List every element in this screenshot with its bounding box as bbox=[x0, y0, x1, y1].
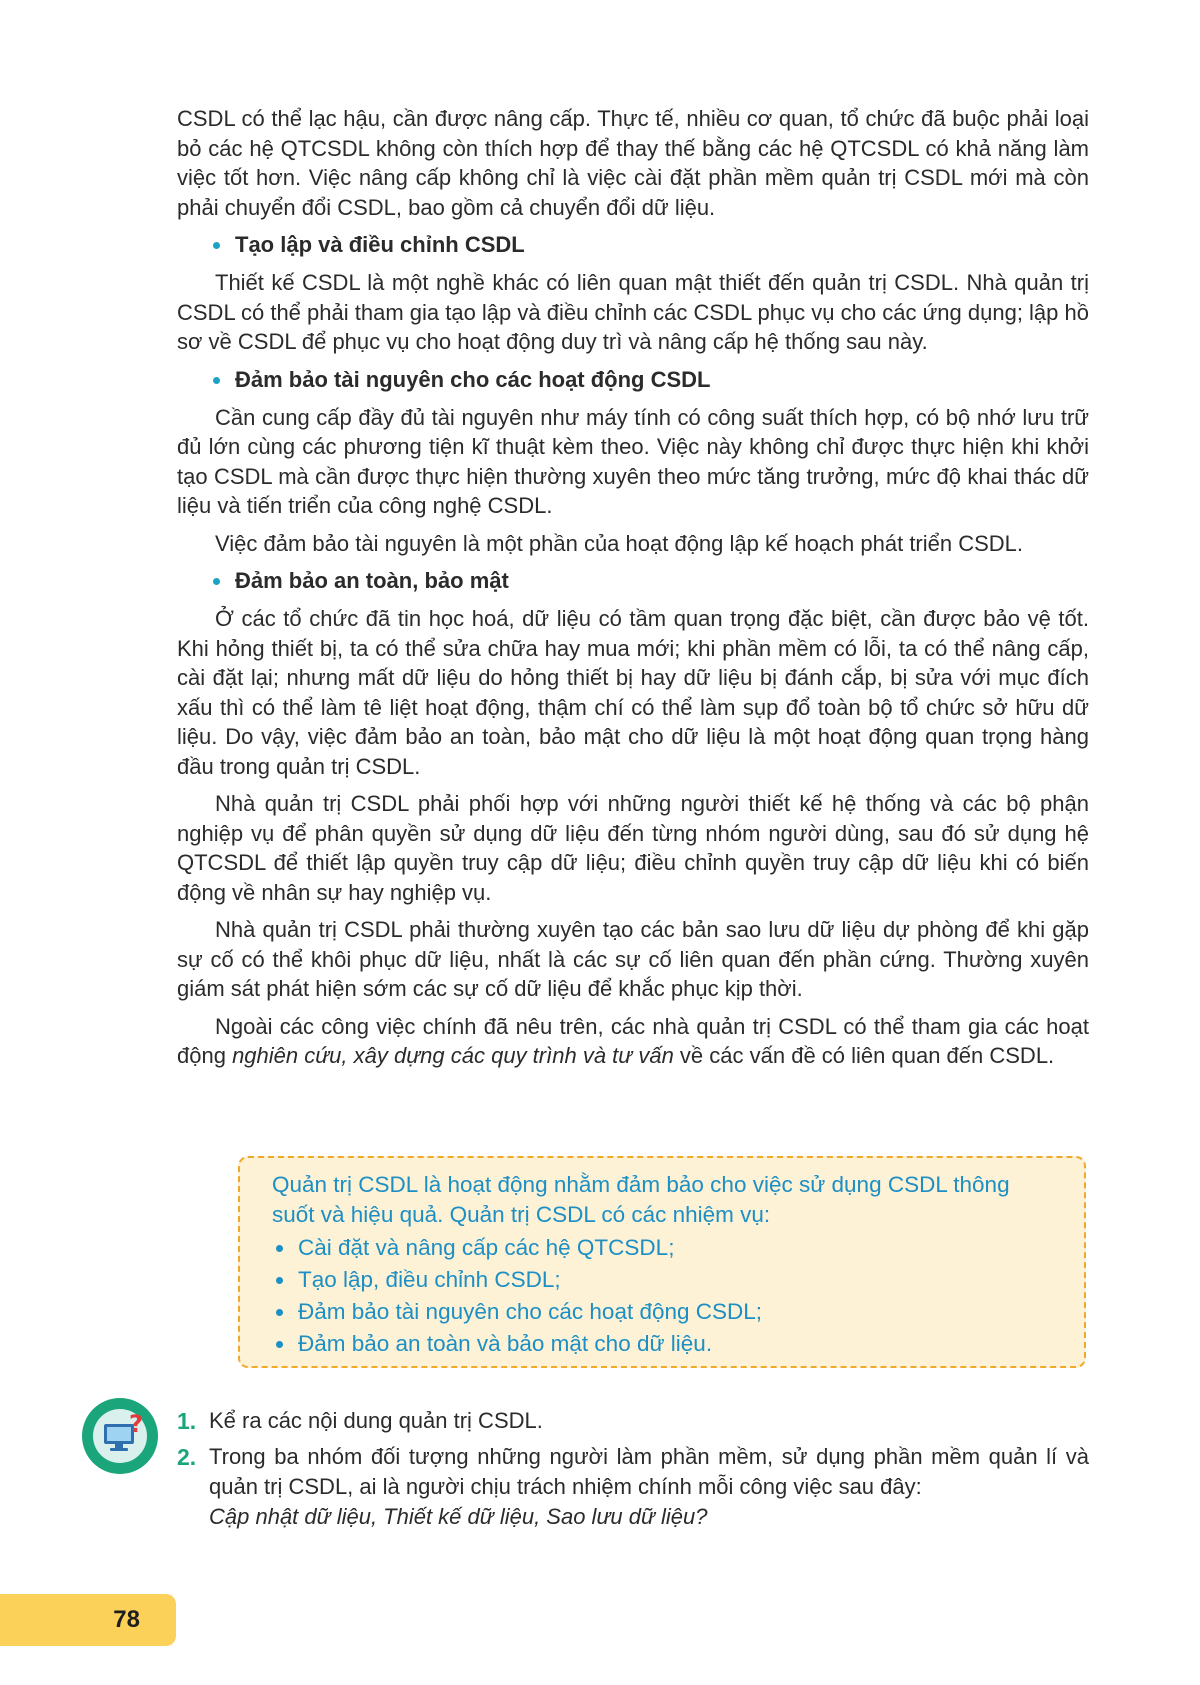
section-heading-create bbox=[213, 230, 1089, 260]
paragraph: Thiết kế CSDL là một nghề khác có liên quan mật thiết đến quản trị CSDL. Nhà quản trị CSDL có thể phải tham gia tạo lập và điều chỉnh các CSDL phục vụ cho các ứng dụng; lập hồ sơ về CSDL để phục vụ cho hoạt động duy trì và nâng cấp hệ thống sau này. bbox=[177, 270, 1089, 354]
italic-span: nghiên cứu, xây dựng các quy trình và tư vấn bbox=[232, 1043, 674, 1068]
question-computer-icon bbox=[82, 1398, 158, 1474]
bullet-icon bbox=[213, 242, 220, 249]
summary-box bbox=[238, 1156, 1086, 1368]
heading-text: Tạo lập và điều chỉnh CSDL bbox=[235, 232, 525, 257]
paragraph bbox=[177, 1012, 1089, 1071]
list-item-text: Đảm bảo tài nguyên cho các hoạt động CSDL; bbox=[298, 1299, 763, 1324]
questions bbox=[177, 1406, 1089, 1538]
question-item bbox=[177, 1442, 1089, 1532]
text-span: Ngoài các công việc chính đã nêu trên, các nhà quản trị CSDL có thể tham gia các hoạt động bbox=[177, 1013, 1089, 1068]
bullet-icon bbox=[276, 1309, 283, 1316]
bullet-icon bbox=[213, 377, 220, 384]
heading-text: Đảm bảo tài nguyên cho các hoạt động CSDL bbox=[235, 366, 711, 392]
paragraph: Cần cung cấp đầy đủ tài nguyên như máy tính có công suất thích hợp, có bộ nhớ lưu trữ đủ lớn cùng các phương tiện kĩ thuật kèm theo. Việc này không chỉ được thực hiện khi khởi tạo CSDL mà cần được thực hiện thường xuyên theo mức tăng trưởng, mức độ khai thác dữ liệu và tiến triển của công nghệ CSDL. bbox=[177, 404, 1089, 518]
list-item bbox=[272, 1296, 1056, 1328]
question-text: Trong ba nhóm đối tượng những người làm phần mềm, sử dụng phần mềm quản lí và quản trị CSDL, ai là người chịu trách nhiệm chính mỗi công việc sau đây: bbox=[209, 1444, 1089, 1499]
paragraph: Ở các tổ chức đã tin học hoá, dữ liệu có tầm quan trọng đặc biệt, cần được bảo vệ tốt. Khi hỏng thiết bị, ta có thể sửa chữa hay mua mới; khi phần mềm có lỗi, ta có thể nâng cấp, cài đặt lại; nhưng mất dữ liệu do hỏng thiết bị hay dữ liệu bị đánh cắp, bị sửa với mục đích xấu thì có thể làm tê liệt hoạt động, thậm chí có thể làm sụp đổ toàn bộ tổ chức sở hữu dữ liệu. Do vậy, việc đảm bảo an toàn, bảo mật cho dữ liệu là một hoạt động quan trọng hàng đầu trong quản trị CSDL. bbox=[177, 606, 1089, 779]
question-subtext: Cập nhật dữ liệu, Thiết kế dữ liệu, Sao lưu dữ liệu? bbox=[209, 1504, 708, 1529]
text-span: về các vấn đề có liên quan đến CSDL. bbox=[673, 1043, 1055, 1068]
list-item-text: Đảm bảo an toàn và bảo mật cho dữ liệu. bbox=[298, 1331, 713, 1356]
bullet-icon bbox=[276, 1277, 283, 1284]
page-number: 78 bbox=[0, 1594, 176, 1646]
list-item bbox=[272, 1264, 1056, 1296]
section-heading-resources bbox=[213, 365, 1089, 395]
paragraph: CSDL có thể lạc hậu, cần được nâng cấp. Thực tế, nhiều cơ quan, tổ chức đã buộc phải loại bỏ các hệ QTCSDL không còn thích hợp để thay thế bằng các hệ QTCSDL có khả năng làm việc tốt hơn. Việc nâng cấp không chỉ là việc cài đặt phần mềm quản trị CSDL mới mà còn phải chuyển đổi CSDL, bao gồm cả chuyển đổi dữ liệu. bbox=[177, 106, 1089, 220]
list-item-text: Cài đặt và nâng cấp các hệ QTCSDL; bbox=[298, 1235, 675, 1260]
list-item-text: Tạo lập, điều chỉnh CSDL; bbox=[298, 1267, 561, 1292]
paragraph: Việc đảm bảo tài nguyên là một phần của hoạt động lập kế hoạch phát triển CSDL. bbox=[215, 530, 1024, 556]
section-heading-security bbox=[213, 566, 1089, 596]
list-item bbox=[272, 1232, 1056, 1264]
question-text: Kể ra các nội dung quản trị CSDL. bbox=[209, 1408, 543, 1433]
question-number: 1. bbox=[177, 1408, 197, 1434]
svg-text:?: ? bbox=[129, 1410, 143, 1438]
summary-intro: Quản trị CSDL là hoạt động nhằm đảm bảo cho việc sử dụng CSDL thông suốt và hiệu quả. Quản trị CSDL có các nhiệm vụ: bbox=[272, 1172, 1010, 1227]
summary-list bbox=[272, 1232, 1056, 1360]
bullet-icon bbox=[213, 578, 220, 585]
main-content bbox=[177, 104, 1089, 1079]
paragraph: Nhà quản trị CSDL phải phối hợp với những người thiết kế hệ thống và các bộ phận nghiệp vụ để phân quyền sử dụng dữ liệu đến từng nhóm người dùng, sau đó sử dụng hệ QTCSDL để thiết lập quyền truy cập dữ liệu; điều chỉnh quyền truy cập dữ liệu khi có biến động về nhân sự hay nghiệp vụ. bbox=[177, 791, 1089, 905]
heading-text: Đảm bảo an toàn, bảo mật bbox=[235, 568, 509, 593]
question-item bbox=[177, 1406, 1089, 1436]
question-number: 2. bbox=[177, 1444, 197, 1470]
list-item bbox=[272, 1328, 1056, 1360]
paragraph: Nhà quản trị CSDL phải thường xuyên tạo các bản sao lưu dữ liệu dự phòng để khi gặp sự cố có thể khôi phục dữ liệu, nhất là các sự cố liên quan đến phần cứng. Thường xuyên giám sát phát hiện sớm các sự cố dữ liệu để khắc phục kịp thời. bbox=[177, 917, 1089, 1001]
bullet-icon bbox=[276, 1341, 283, 1348]
bullet-icon bbox=[276, 1245, 283, 1252]
